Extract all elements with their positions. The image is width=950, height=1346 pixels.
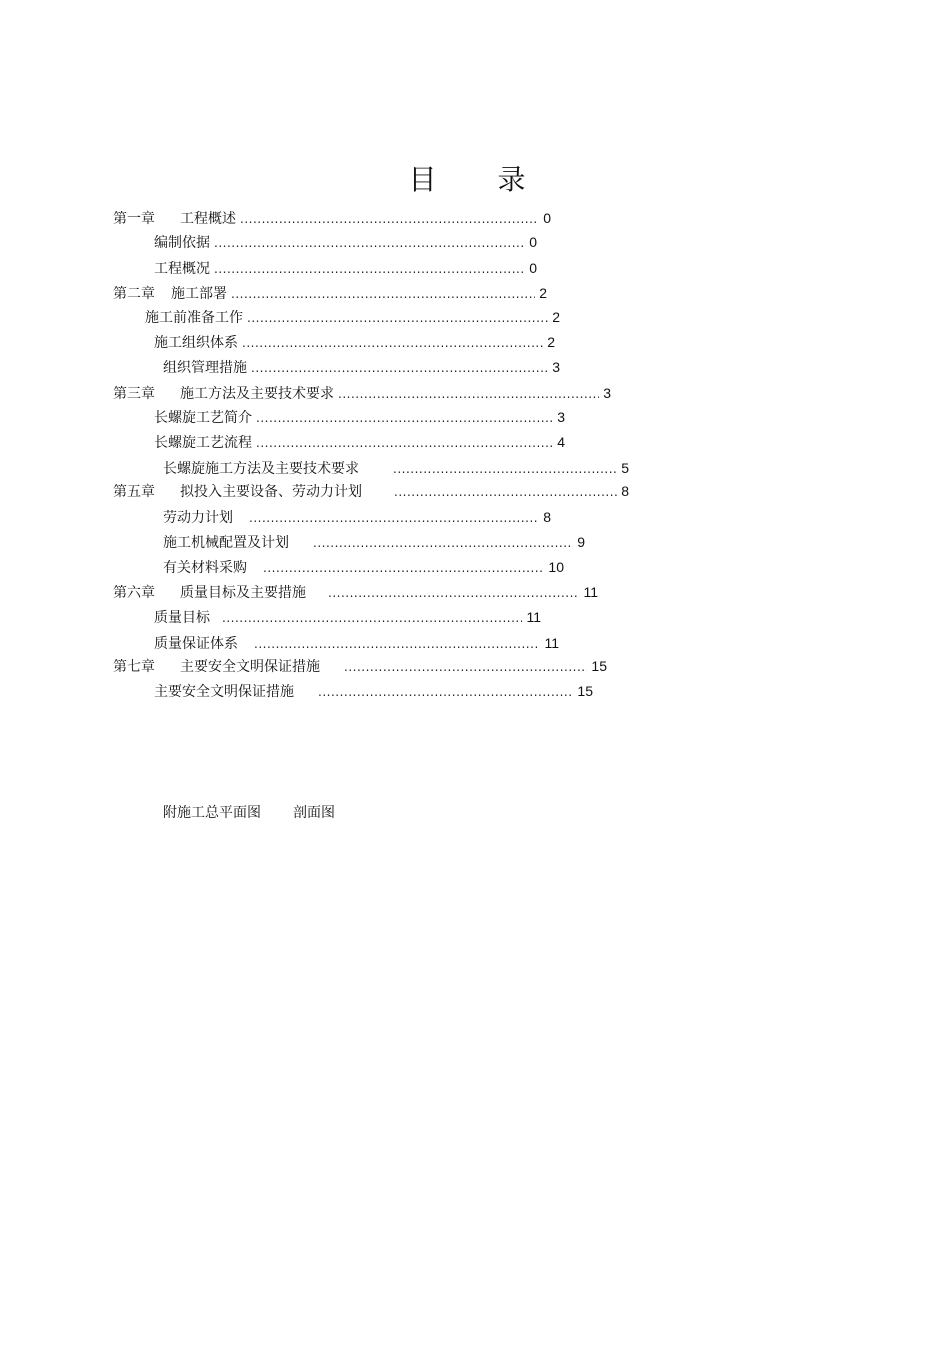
dot-leader <box>254 634 540 654</box>
toc-entry[interactable] <box>154 633 559 653</box>
toc-label: 施工组织体系 <box>154 335 238 351</box>
toc-entry[interactable] <box>154 407 565 427</box>
dot-leader <box>247 308 548 328</box>
dot-leader <box>256 408 553 428</box>
toc-label: 长螺旋施工方法及主要技术要求 <box>163 461 359 477</box>
toc-label: 质量保证体系 <box>154 636 238 652</box>
toc-label: 工程概况 <box>154 261 210 277</box>
dot-leader <box>240 209 539 229</box>
dot-leader <box>249 508 539 528</box>
toc-label: 主要安全文明保证措施 <box>154 684 294 700</box>
toc-page-number: 3 <box>552 359 560 375</box>
chapter-number: 第三章 <box>113 386 155 402</box>
toc-entry[interactable] <box>163 458 629 478</box>
toc-page-number: 11 <box>526 609 541 625</box>
toc-page-number: 10 <box>548 559 564 575</box>
toc-page-number: 9 <box>577 534 585 550</box>
toc-entry[interactable] <box>163 532 585 552</box>
toc-label: 长螺旋工艺简介 <box>154 410 252 426</box>
toc-entry[interactable] <box>145 307 560 327</box>
toc-entry-chapter-1[interactable] <box>113 208 551 228</box>
chapter-number: 第五章 <box>113 484 155 500</box>
toc-entry[interactable] <box>154 258 537 278</box>
chapter-number: 第二章 <box>113 286 155 302</box>
toc-entry[interactable] <box>163 507 551 527</box>
dot-leader <box>318 682 573 702</box>
toc-page-number: 0 <box>529 234 537 250</box>
toc-entry[interactable] <box>154 332 555 352</box>
toc-entry-chapter-2[interactable] <box>113 283 547 303</box>
toc-label: 质量目标及主要措施 <box>180 585 306 601</box>
dot-leader <box>256 433 553 453</box>
toc-label: 施工机械配置及计划 <box>163 535 289 551</box>
toc-page-number: 0 <box>529 260 537 276</box>
toc-entry[interactable] <box>154 432 565 452</box>
chapter-number: 第六章 <box>113 585 155 601</box>
dot-leader <box>214 233 525 253</box>
dot-leader <box>313 533 573 553</box>
toc-page-number: 8 <box>543 509 551 525</box>
toc-entry-chapter-7[interactable] <box>113 656 607 676</box>
appendix-section-drawing: 剖面图 <box>293 805 335 821</box>
toc-entry[interactable] <box>154 681 593 701</box>
dot-leader <box>394 482 617 502</box>
dot-leader <box>263 558 544 578</box>
toc-label: 有关材料采购 <box>163 560 247 576</box>
dot-leader <box>251 358 548 378</box>
toc-page-number: 4 <box>557 434 565 450</box>
toc-entry-chapter-6[interactable] <box>113 582 598 602</box>
toc-label: 长螺旋工艺流程 <box>154 435 252 451</box>
toc-page-number: 8 <box>621 483 629 499</box>
toc-label: 主要安全文明保证措施 <box>180 659 320 675</box>
toc-entry[interactable] <box>163 357 560 377</box>
dot-leader <box>222 608 522 628</box>
toc-page-number: 15 <box>577 683 593 699</box>
toc-page-number: 11 <box>544 635 559 651</box>
toc-label: 编制依据 <box>154 235 210 251</box>
toc-entry[interactable] <box>163 557 564 577</box>
toc-page-number: 2 <box>539 285 547 301</box>
toc-label: 施工前准备工作 <box>145 310 243 326</box>
toc-label: 拟投入主要设备、劳动力计划 <box>180 484 362 500</box>
chapter-number: 第一章 <box>113 211 155 227</box>
toc-entry[interactable] <box>154 607 541 627</box>
toc-label: 工程概述 <box>180 211 236 227</box>
dot-leader <box>242 333 543 353</box>
toc-label: 施工方法及主要技术要求 <box>180 386 334 402</box>
dot-leader <box>393 459 617 479</box>
toc-page-number: 2 <box>547 334 555 350</box>
toc-page-number: 2 <box>552 309 560 325</box>
toc-page-number: 15 <box>591 658 607 674</box>
chapter-number: 第七章 <box>113 659 155 675</box>
page-title: 目 录 <box>408 163 552 196</box>
toc-page-number: 11 <box>583 584 598 600</box>
toc-label: 组织管理措施 <box>163 360 247 376</box>
appendix-note <box>163 803 335 823</box>
toc-page-number: 3 <box>557 409 565 425</box>
toc-label: 质量目标 <box>154 610 210 626</box>
dot-leader <box>328 583 579 603</box>
toc-label: 施工部署 <box>171 286 227 302</box>
appendix-site-plan: 附施工总平面图 <box>163 805 261 821</box>
dot-leader <box>338 384 599 404</box>
dot-leader <box>344 657 587 677</box>
toc-page-number: 5 <box>621 460 629 476</box>
dot-leader <box>231 284 535 304</box>
dot-leader <box>214 259 525 279</box>
toc-label: 劳动力计划 <box>163 510 233 526</box>
toc-entry-chapter-3[interactable] <box>113 383 611 403</box>
toc-entry[interactable] <box>154 232 537 252</box>
toc-page-number: 3 <box>603 385 611 401</box>
toc-entry-chapter-5[interactable] <box>113 481 629 501</box>
toc-page-number: 0 <box>543 210 551 226</box>
